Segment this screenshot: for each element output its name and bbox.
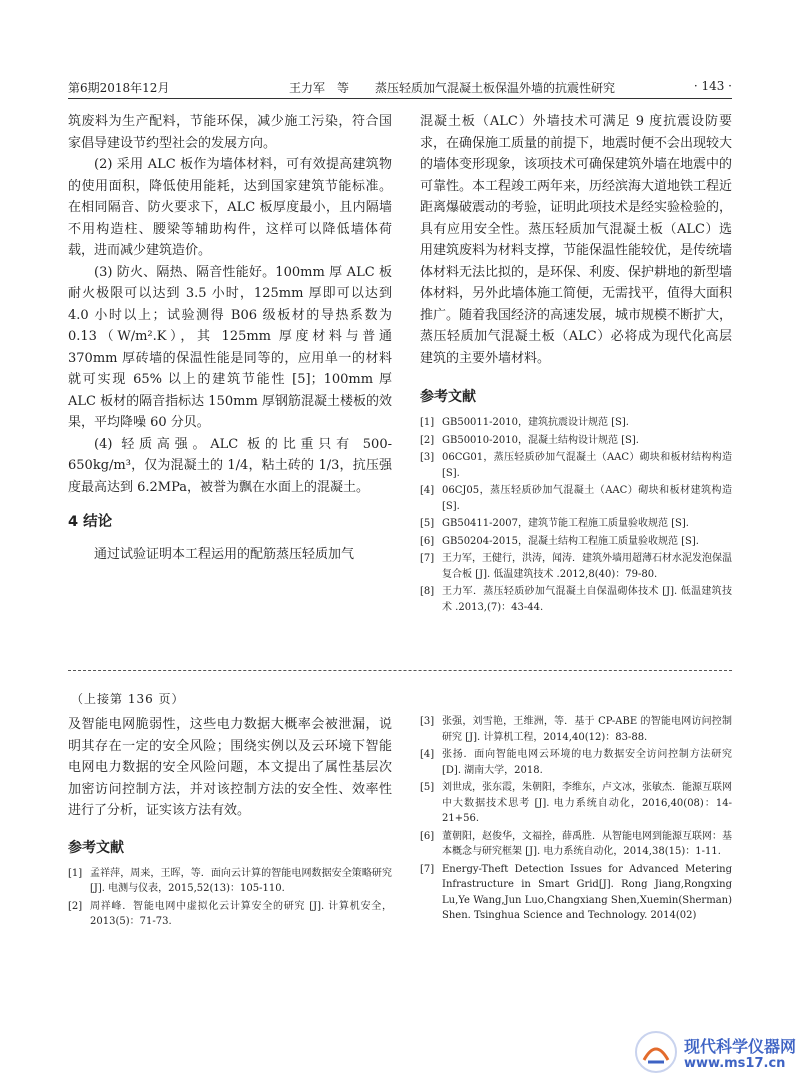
reference-list [68,866,392,930]
reference-item [420,862,732,924]
reference-number: [8] [420,586,435,597]
reference-number: [1] [420,417,435,428]
reference-item [420,534,732,550]
reference-item [420,780,732,827]
reference-text: GB50204-2015，混凝土结构工程施工质量验收规范 [S]. [442,535,699,547]
reference-list [420,415,732,615]
header-authors: 王力军 等 [289,81,350,95]
reference-number: [7] [420,553,435,564]
reference-number: [6] [420,535,435,547]
paragraph: (4) 轻质高强。ALC 板的比重只有 500-650kg/m³，仅为混凝土的 1/4，粘土砖的 1/3，抗压强度最高达到 6.2MPa，被誉为飘在水面上的混凝土。 [68,436,392,495]
reference-number: [6] [420,830,435,842]
reference-number: [4] [420,485,435,496]
reference-text: GB50011-2010，建筑抗震设计规范 [S]. [442,417,629,428]
article-left-column [68,111,392,566]
paragraph: (3) 防火、隔热、隔音性能好。100mm 厚 ALC 板耐火极限可以达到 3.5 小时，125mm 厚即可以达到 4.0 小时以上；试验测得 B06 级板材的导热系数为 0.13（W/m².K），其 125mm 厚度材料与普通 370mm 厚砖墙的保温性能是同等的，应用单一的材料就可实现 65% 以上的建筑节能性 [5]；100mm 厚 ALC 板材的隔音指标达 150mm 厚钢筋混凝土楼板的效果，平均降噪 60 分贝。 [68,264,392,430]
running-title [289,79,615,96]
paragraph: 筑废料为生产配料，节能环保，减少施工污染，符合国家倡导建设节约型社会的发展方向。 [68,114,392,151]
journal-issue: 第6期2018年12月 [68,81,170,95]
references-heading: 参考文献 [68,839,124,856]
reference-number: [5] [420,518,435,529]
reference-item [420,747,732,778]
section-heading-conclusion: 4 结论 [68,514,113,530]
continued-note: （上接第 136 页） [71,692,185,706]
reference-text: 06CJ05，蒸压轻质砂加气混凝土（AAC）砌块和板材建筑构造 [S]. [442,485,732,512]
header-rule [68,98,732,99]
reference-text: 王力军．蒸压轻质砂加气混凝土自保温砌体技术 [J]. 低温建筑技术 .2013,(7)：43-44. [442,586,732,613]
reference-text: 孟祥萍，周来，王晖，等．面向云计算的智能电网数据安全策略研究 [J]. 电测与仪表，2015,52(13)：105-110. [90,867,392,894]
reference-item [420,433,732,449]
reference-item [420,714,732,745]
article-right-column [420,111,732,617]
reference-text: 06CG01，蒸压轻质砂加气混凝土（AAC）砌块和板材结构构造 [S]. [442,452,732,479]
reference-number: [5] [420,782,435,793]
continued-right-column [420,714,732,926]
paragraph: 混凝土板（ALC）外墙技术可满足 9 度抗震设防要求，在确保施工质量的前提下，地震时便不会出现较大的墙体变形现象，该项技术可确保建筑外墙在地震中的可靠性。本工程竣工两年来，历经滨海大道地铁工程近距离爆破震动的考验，证明此项技术是经实验检验的，具有应用安全性。蒸压轻质加气混凝土板（ALC）选用建筑废料为材料支撑，节能保温性能较优，是传统墙体材料无法比拟的，是环保、利废、保护耕地的新型墙体材料，另外此墙体施工简便，无需找平，值得大面积推广。随着我国经济的高速发展，城市规模不断扩大，蒸压轻质加气混凝土板（ALC）必将成为现代化高层建筑的主要外墙材料。 [420,114,733,366]
reference-text: GB50411-2007，建筑节能工程施工质量验收规范 [S]. [442,518,689,529]
reference-item [420,483,732,514]
watermark-name: 现代科学仪器网 [684,1037,797,1056]
reference-item [420,450,732,481]
reference-list [420,714,732,924]
reference-number: [7] [420,863,435,875]
paragraph: 及智能电网脆弱性，这些电力数据大概率会被泄漏，说明其存在一定的安全风险；围绕实例以及云环境下智能电网电力数据的安全风险问题，本文提出了属性基层次加密访问控制方法，并对该控制方法的安全性、效率性进行了分析，证实该方法有效。 [68,717,392,818]
reference-item [420,584,732,615]
site-watermark [634,1022,797,1078]
reference-item [68,866,392,897]
continued-left-column [68,714,392,932]
reference-number: [3] [420,452,435,463]
paragraph: (2) 采用 ALC 板作为墙体材料，可有效提高建筑物的使用面积，降低使用能耗，达到国家建筑节能标准。在相同隔音、防火要求下，ALC 板厚度最小，且内隔墙不用构造柱、腰梁等辅助构件，这样可以降低墙体荷载，进而减少建筑造价。 [68,157,392,258]
site-logo-icon [634,1030,678,1074]
reference-item [420,415,732,431]
header-article-title: 蒸压轻质加气混凝土板保温外墙的抗震性研究 [375,81,616,95]
reference-text: GB50010-2010，混凝土结构设计规范 [S]. [442,434,639,446]
reference-text: 张扬．面向智能电网云环境的电力数据安全访问控制方法研究 [D]. 湖南大学，2018. [442,749,732,776]
reference-item [420,829,732,860]
paragraph: 通过试验证明本工程运用的配筋蒸压轻质加气 [94,547,355,562]
reference-text: Energy-Theft Detection Issues for Advanced Metering Infrastructure in Smart Grid[J]. Rong Jiang,Rongxing Lu,Ye Wang,Jun Luo,Changxiang Shen,Xuemin(Sherman) Shen. Tsinghua Science and Technology. 2014(02) [442,863,732,921]
article-separator [68,670,732,671]
reference-item [420,551,732,582]
reference-number: [2] [420,434,435,446]
reference-text: 王力军，王健行，洪涛，闻涛．建筑外墙用超薄石材水泥发泡保温复合板 [J]. 低温建筑技术 .2012,8(40)：79-80. [442,553,732,580]
reference-number: [2] [68,900,83,912]
reference-item [68,899,392,930]
reference-text: 刘世成，张东霞，朱朝阳，李维东，卢文冰，张敏杰．能源互联网中大数据技术思考 [J]. 电力系统自动化，2016,40(08)：14-21+56. [442,782,732,824]
reference-text: 董朝阳，赵俊华，文福拴，薛禹胜．从智能电网到能源互联网：基本概念与研究框架 [J]. 电力系统自动化，2014,38(15)：1-11. [442,830,732,857]
reference-number: [1] [68,867,83,879]
reference-item [420,516,732,532]
reference-number: [3] [420,716,435,727]
reference-text: 张强，刘雪艳，王维洲，等．基于 CP-ABE 的智能电网访问控制研究 [J]. 计算机工程，2014,40(12)：83-88. [442,716,732,743]
references-heading: 参考文献 [420,389,476,405]
running-header [68,79,732,97]
watermark-url: www.ms17.cn [684,1056,786,1071]
reference-number: [4] [420,749,435,760]
page-number: · 143 · [693,79,732,93]
reference-text: 周祥峰．智能电网中虚拟化云计算安全的研究 [J]. 计算机安全，2013(5)：71-73. [90,900,392,927]
